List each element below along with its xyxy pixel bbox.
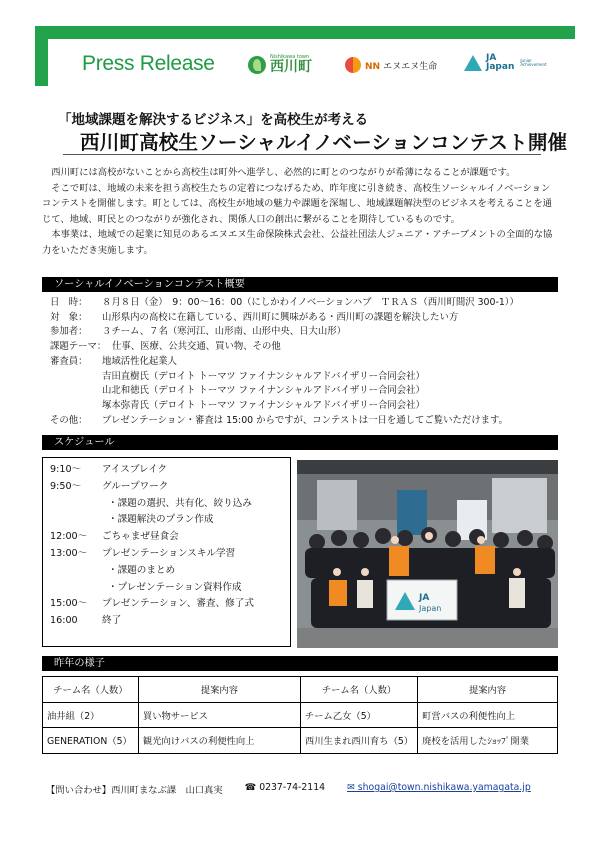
schedule-time xyxy=(50,512,108,529)
schedule-text: アイスブレイク xyxy=(102,464,168,475)
schedule-time xyxy=(50,580,108,597)
table-cell: 西川生まれ西川育ち（5） xyxy=(300,728,417,754)
section-header-last-year: 昨年の様子 xyxy=(42,656,558,671)
schedule-time xyxy=(50,496,108,513)
schedule-time: 9:50〜 xyxy=(50,480,82,492)
table-header-row xyxy=(43,677,558,703)
schedule-row xyxy=(50,512,290,529)
title-underline xyxy=(63,154,541,155)
table-header: チーム名（人数） xyxy=(300,677,417,703)
table-cell: 油井組（2） xyxy=(43,702,139,728)
contact-label: 【問い合わせ】西川町まなぶ課 山口真実 xyxy=(46,785,223,796)
overview-label: 対 象： xyxy=(50,311,88,323)
overview-value: 塚本弥青氏（デロイト トーマツ ファイナンシャルアドバイザリー合同会社） xyxy=(102,399,425,411)
schedule-text: 終了 xyxy=(102,615,122,627)
headline-title: 西川町高校生ソーシャルイノベーションコンテスト開催 xyxy=(80,131,568,154)
overview-label: 課題テーマ： xyxy=(50,341,107,353)
schedule-row xyxy=(50,563,290,580)
press-release-label: Press Release xyxy=(82,52,215,75)
header xyxy=(0,0,600,100)
ja-triangle-icon xyxy=(464,55,482,71)
photo-banner-text-2: Japan xyxy=(419,604,442,613)
schedule-time: 13:00〜 xyxy=(50,547,88,559)
overview-row-themes xyxy=(50,340,558,355)
overview-value: 山形県内の高校に在籍している、西川町に興味がある・西川町の課題を解決したい方 xyxy=(102,311,459,323)
table-cell: GENERATION（5） xyxy=(43,728,139,754)
contact-email-link[interactable]: ✉ shogai@town.nishikawa.yamagata.jp xyxy=(347,782,531,793)
contact-line xyxy=(46,782,558,796)
schedule-row xyxy=(50,529,290,546)
intro-paragraph-3: 本事業は、地域での起業に知見のあるエヌエヌ生命保険株式会社、公益社団法人ジュニア・アチーブメントの全面的な協力をいただき実施します。 xyxy=(42,229,553,256)
schedule-box xyxy=(42,457,291,647)
overview-row-judges xyxy=(50,355,558,414)
nishikawa-logo-small: Nishikawa town xyxy=(270,54,310,60)
green-band-top xyxy=(35,26,575,39)
leaf-logo-icon xyxy=(248,56,266,74)
table-header: 提案内容 xyxy=(418,677,558,703)
contact-phone: ☎ 0237-74-2114 xyxy=(244,782,326,793)
schedule-text: ・プレゼンテーション資料作成 xyxy=(108,581,242,593)
table-header: チーム名（人数） xyxy=(43,677,139,703)
section-header-overview: ソーシャルイノベーションコンテスト概要 xyxy=(42,277,558,292)
group-photo xyxy=(297,460,558,648)
nn-brand: NN xyxy=(365,61,381,72)
schedule-row xyxy=(50,580,290,597)
schedule-time: 16:00 xyxy=(50,615,78,627)
schedule-text: プレゼンテーション、審査、修了式 xyxy=(102,598,254,610)
schedule-time: 15:00〜 xyxy=(50,598,88,610)
schedule-row xyxy=(50,596,290,613)
schedule-text: ごちゃまぜ昼食会 xyxy=(102,531,179,543)
overview-label: 参加者： xyxy=(50,326,88,338)
schedule-text: ・課題のまとめ xyxy=(108,564,176,576)
schedule-time: 12:00〜 xyxy=(50,531,88,543)
schedule-row xyxy=(50,462,290,479)
overview-value: 山北和徳氏（デロイト トーマツ ファイナンシャルアドバイザリー合同会社） xyxy=(102,385,425,397)
overview-row-target xyxy=(50,311,558,326)
ja-sub: Junior Achievement xyxy=(520,58,547,68)
overview-row-participants xyxy=(50,325,558,340)
last-year-table xyxy=(42,676,558,754)
table-cell: 買い物サービス xyxy=(138,702,300,728)
nishikawa-logo xyxy=(248,55,312,74)
green-band-left xyxy=(35,26,48,86)
table-row xyxy=(43,728,558,754)
overview-row-datetime xyxy=(50,296,558,311)
ja-line1: JA xyxy=(486,53,497,63)
table-cell: 観光向けバスの利便性向上 xyxy=(138,728,300,754)
overview-value: ８月８日（金） 9：00〜16：00（にしかわイノベーションハブ ＴＲＡＳ（西川町間沢 300-1）） xyxy=(102,297,519,308)
nn-name: エヌエヌ生命 xyxy=(383,61,438,72)
table-cell: チーム乙女（5） xyxy=(300,702,417,728)
intro-text xyxy=(42,165,557,259)
overview-value: ３チーム、７名（寒河江、山形南、山形中央、日大山形） xyxy=(102,326,347,338)
table-row xyxy=(43,702,558,728)
table-cell: 廃校を活用したｼｮｯﾌﾟ開業 xyxy=(418,728,558,754)
overview-value: 仕事、医療、公共交通、買い物、その他 xyxy=(112,341,281,353)
schedule-time: 9:10〜 xyxy=(50,464,82,475)
schedule-text: ・課題解決のプラン作成 xyxy=(108,514,214,526)
schedule-row xyxy=(50,546,290,563)
schedule-row xyxy=(50,613,290,630)
table-header: 提案内容 xyxy=(138,677,300,703)
schedule-time xyxy=(50,563,108,580)
ja-logo xyxy=(464,54,556,73)
schedule-row xyxy=(50,496,290,513)
schedule-row xyxy=(50,479,290,496)
photo-banner-text-1: JA xyxy=(419,593,430,603)
overview-row-other xyxy=(50,414,558,429)
schedule-text: ・課題の選択、共有化、絞り込み xyxy=(108,497,252,509)
intro-paragraph-2: そこで町は、地域の未来を担う高校生たちの定着につなげるため、昨年度に引き続き、高校生ソーシャルイノベーションコンテストを開催します。町としては、高校生が地域の魅力や課題を深堀し、地域課題解決型のビジネスを考えることを通じて、地域、町民とのつながりが強化され、関係人口の創出に繋がることを期待しているものです。 xyxy=(42,182,552,225)
nn-lion-icon xyxy=(345,57,361,73)
overview-label: 日 時： xyxy=(50,297,88,308)
overview-value: プレゼンテーション・審査は 15:00 からですが、コンテストは一日を通してご覧いただけます。 xyxy=(102,414,509,426)
nishikawa-logo-main: 西川町 xyxy=(270,59,312,75)
overview-label: その他： xyxy=(50,414,88,426)
overview-label: 審査員： xyxy=(50,355,88,367)
table-cell: 町営バスの利便性向上 xyxy=(418,702,558,728)
headline-subtitle: 「地域課題を解決するビジネス」を高校生が考える xyxy=(58,112,369,128)
schedule-text: グループワーク xyxy=(102,480,169,492)
intro-paragraph-1: 西川町には高校がないことから高校生は町外へ進学し、必然的に町とのつながりが希薄になることが課題です。 xyxy=(51,167,516,178)
overview-list xyxy=(50,296,558,428)
ja-line2: Japan xyxy=(486,62,515,73)
overview-value: 地域活性化起業人 xyxy=(102,355,178,367)
section-header-schedule: スケジュール xyxy=(42,435,558,450)
schedule-text: プレゼンテーションスキル学習 xyxy=(102,547,236,559)
overview-value: 吉田直樹氏（デロイト トーマツ ファイナンシャルアドバイザリー合同会社） xyxy=(102,370,425,382)
nn-logo xyxy=(345,57,437,73)
